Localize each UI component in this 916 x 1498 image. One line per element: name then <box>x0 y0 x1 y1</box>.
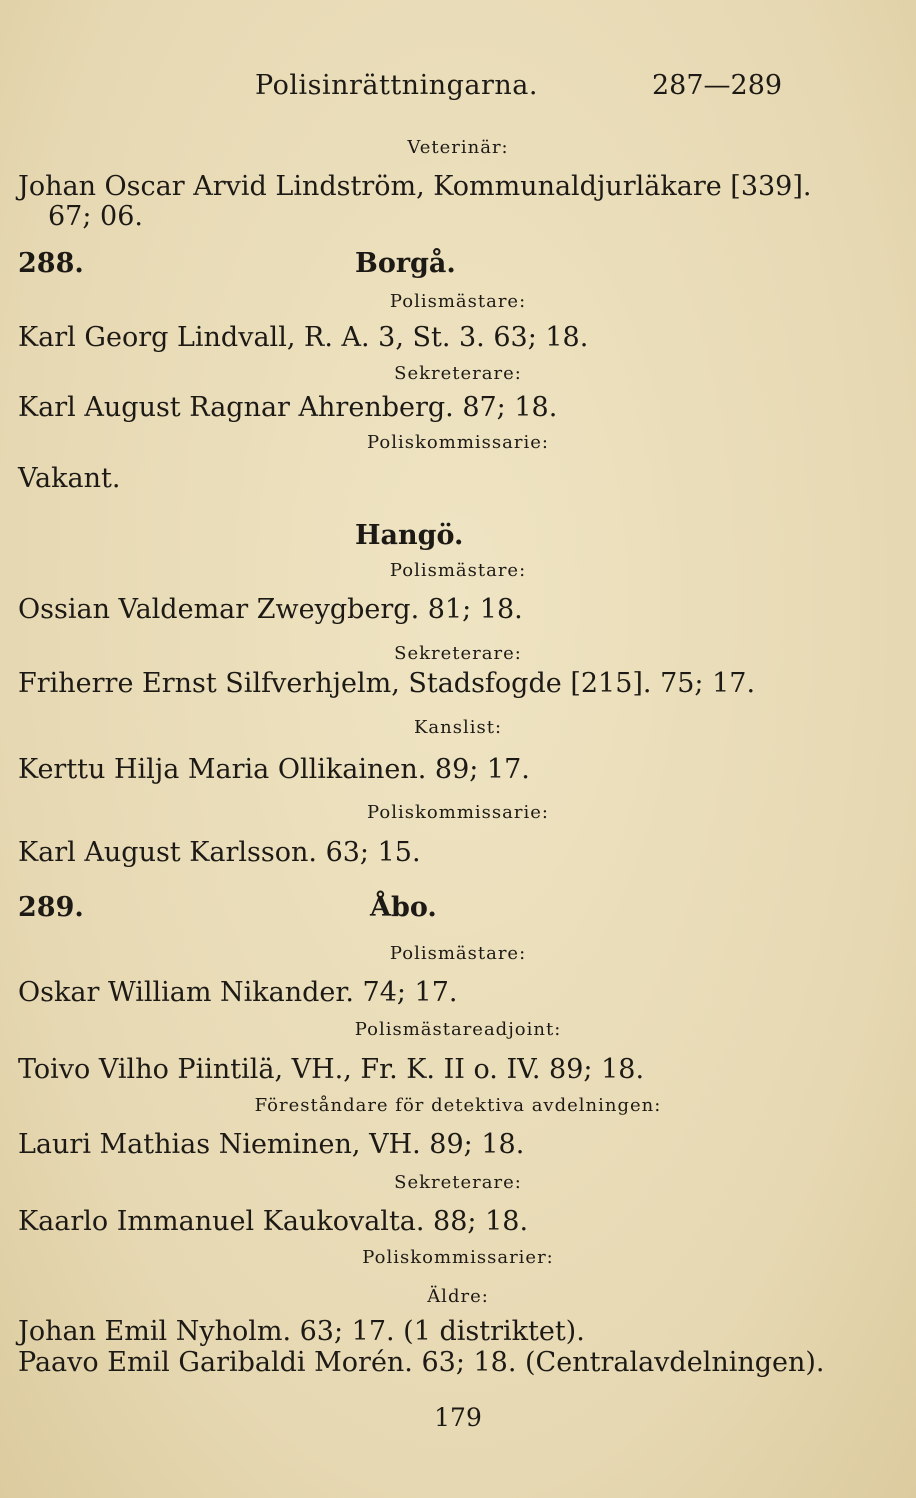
section-number-289: 289. <box>18 892 84 923</box>
abo-aldre-label: Äldre: <box>427 1286 489 1307</box>
hango-sekreterare-name: Friherre Ernst Silfverhjelm, Stadsfogde [215]. 75; 17. <box>18 668 756 699</box>
hango-polismastare-name: Ossian Valdemar Zweygberg. 81; 18. <box>18 594 523 625</box>
section-number-288: 288. <box>18 248 84 279</box>
abo-forestandare-name: Lauri Mathias Nieminen, VH. 89; 18. <box>18 1129 525 1160</box>
abo-sekreterare-name: Kaarlo Immanuel Kaukovalta. 88; 18. <box>18 1206 529 1237</box>
hango-poliskommissarie-name: Karl August Karlsson. 63; 15. <box>18 837 421 868</box>
borga-sekreterare-label: Sekreterare: <box>394 363 522 384</box>
hango-poliskommissarie-label: Poliskommissarie: <box>367 802 549 823</box>
hango-polismastare-label: Polismästare: <box>389 560 527 581</box>
abo-aldre-name-1: Johan Emil Nyholm. 63; 17. (1 distriktet). <box>18 1316 585 1347</box>
borga-sekreterare-name: Karl August Ragnar Ahrenberg. 87; 18. <box>18 392 558 423</box>
city-heading-abo: Åbo. <box>370 892 437 923</box>
veterinar-name-line-1: Johan Oscar Arvid Lindström, Kommunaldjurläkare [339]. <box>18 171 812 202</box>
borga-poliskommissarie-label: Poliskommissarie: <box>367 432 549 453</box>
abo-polismastare-label: Polismästare: <box>389 943 527 964</box>
veterinar-name-line-2: 67; 06. <box>48 201 143 232</box>
veterinar-label: Veterinär: <box>407 137 509 158</box>
abo-poliskommissarier-label: Poliskommissarier: <box>362 1247 554 1268</box>
abo-polismastare-name: Oskar William Nikander. 74; 17. <box>18 977 458 1008</box>
abo-aldre-name-2: Paavo Emil Garibaldi Morén. 63; 18. (Centralavdelningen). <box>18 1347 825 1378</box>
borga-poliskommissarie-name: Vakant. <box>18 463 121 494</box>
abo-adjoint-label: Polismästareadjoint: <box>354 1019 562 1040</box>
borga-polismastare-name: Karl Georg Lindvall, R. A. 3, St. 3. 63; 18. <box>18 322 589 353</box>
page-number: 179 <box>434 1403 482 1432</box>
hango-sekreterare-label: Sekreterare: <box>394 643 522 664</box>
running-title: Polisinrättningarna. <box>255 70 538 101</box>
abo-sekreterare-label: Sekreterare: <box>394 1172 522 1193</box>
city-heading-borga: Borgå. <box>355 248 456 279</box>
abo-adjoint-name: Toivo Vilho Piintilä, VH., Fr. K. II o. IV. 89; 18. <box>18 1054 645 1085</box>
city-heading-hango: Hangö. <box>355 520 464 551</box>
page-range: 287—289 <box>652 70 783 101</box>
hango-kanslist-label: Kanslist: <box>413 717 503 738</box>
hango-kanslist-name: Kerttu Hilja Maria Ollikainen. 89; 17. <box>18 754 530 785</box>
abo-forestandare-label: Föreståndare för detektiva avdelningen: <box>254 1095 662 1116</box>
borga-polismastare-label: Polismästare: <box>389 291 527 312</box>
